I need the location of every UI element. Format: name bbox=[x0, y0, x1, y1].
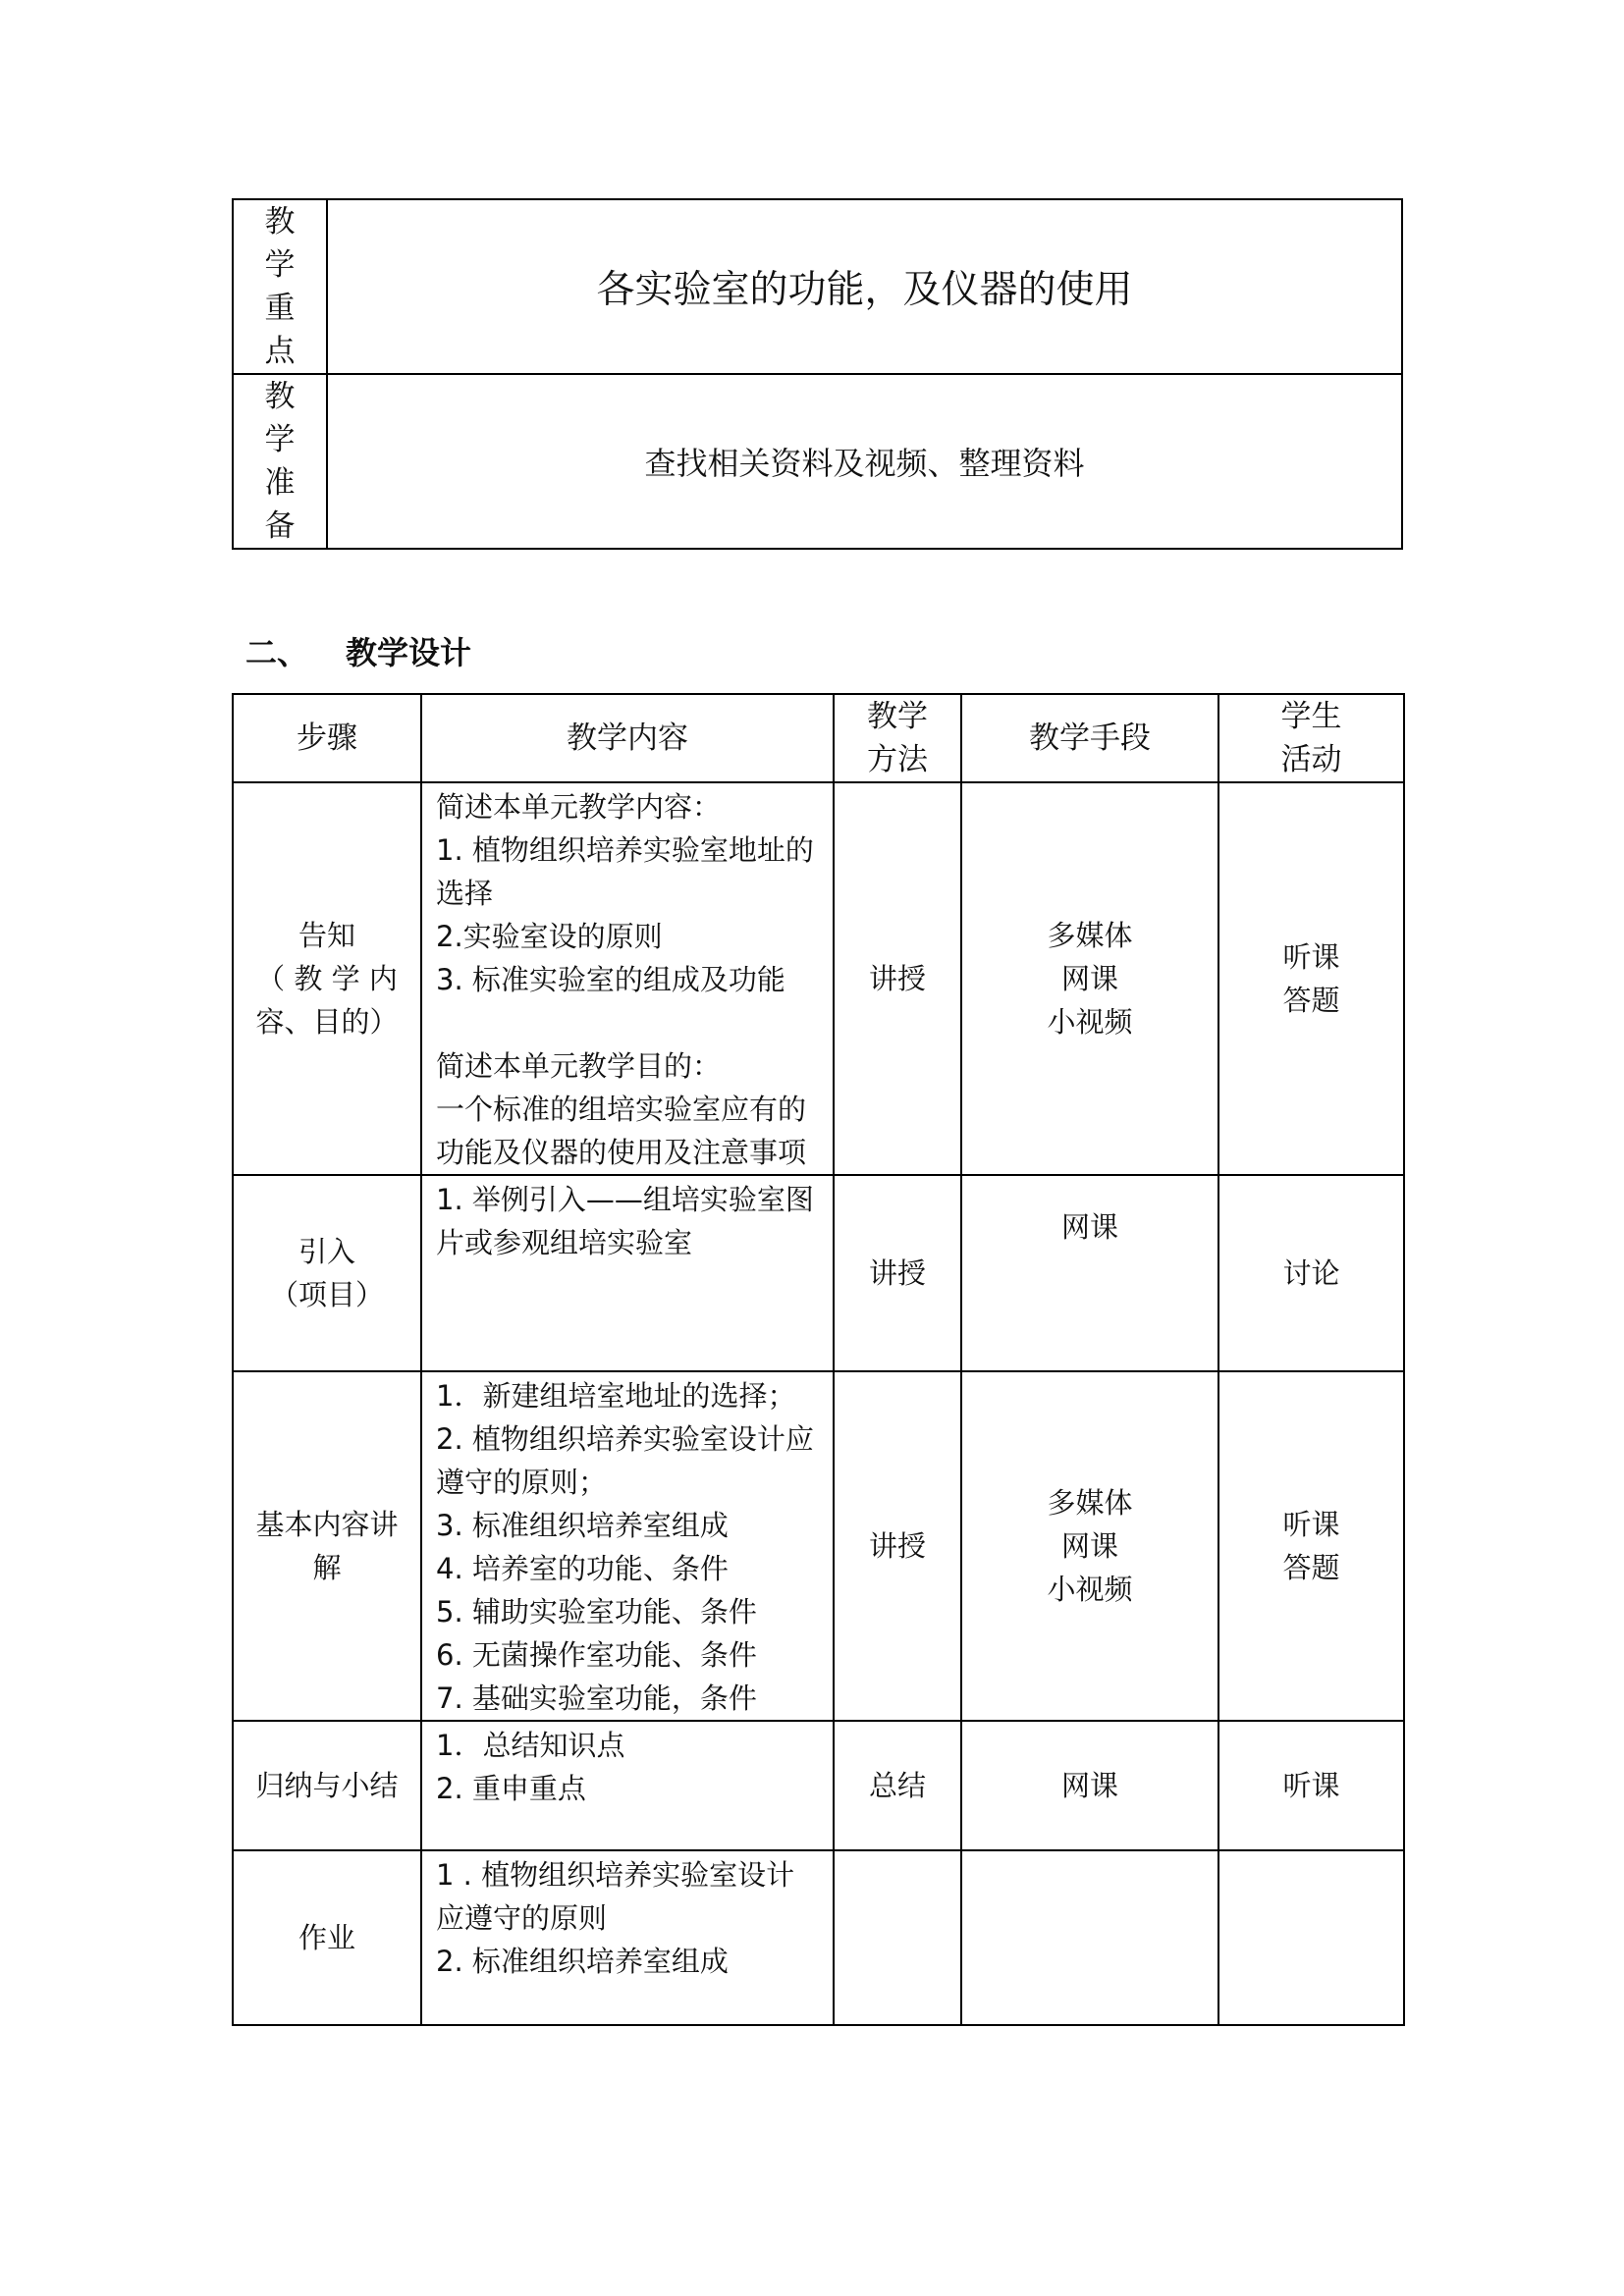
means-cell: 网课 bbox=[961, 1721, 1218, 1850]
section-heading bbox=[245, 628, 471, 673]
table-row bbox=[233, 1175, 1404, 1371]
focus-row bbox=[233, 199, 1402, 374]
content-cell: 1．总结知识点 2. 重申重点 bbox=[421, 1721, 834, 1850]
method-cell: 讲授 bbox=[834, 782, 961, 1175]
table-row bbox=[233, 1721, 1404, 1850]
student-cell bbox=[1218, 1850, 1404, 2025]
method-cell: 讲授 bbox=[834, 1371, 961, 1721]
prep-label: 教 学 准 备 bbox=[233, 374, 327, 549]
table-row bbox=[233, 782, 1404, 1175]
table-row bbox=[233, 1850, 1404, 2025]
header-step: 步骤 bbox=[233, 694, 421, 782]
student-cell: 听课 bbox=[1218, 1721, 1404, 1850]
means-cell: 多媒体 网课 小视频 bbox=[961, 782, 1218, 1175]
method-cell bbox=[834, 1850, 961, 2025]
header-content: 教学内容 bbox=[421, 694, 834, 782]
means-cell: 网课 bbox=[961, 1175, 1218, 1371]
step-cell: 告知 （ 教 学 内 容、目的） bbox=[233, 782, 421, 1175]
step-cell: 引入 （项目） bbox=[233, 1175, 421, 1371]
student-cell: 讨论 bbox=[1218, 1175, 1404, 1371]
section-number: 二、 bbox=[245, 634, 309, 671]
focus-content: 各实验室的功能，及仪器的使用 bbox=[327, 199, 1402, 374]
content-cell: 1．新建组培室地址的选择； 2. 植物组织培养实验室设计应 遵守的原则； 3. 标准组织培养室组成 4. 培养室的功能、条件 5. 辅助实验室功能、条件 6. 无菌操作室功能、条件 7. 基础实验室功能，条件 bbox=[421, 1371, 834, 1721]
summary-table bbox=[232, 198, 1403, 550]
method-cell: 讲授 bbox=[834, 1175, 961, 1371]
table-header-row bbox=[233, 694, 1404, 782]
design-table bbox=[232, 693, 1405, 2026]
prep-content: 查找相关资料及视频、整理资料 bbox=[327, 374, 1402, 549]
step-cell: 基本内容讲 解 bbox=[233, 1371, 421, 1721]
section-title: 教学设计 bbox=[346, 634, 472, 671]
header-means: 教学手段 bbox=[961, 694, 1218, 782]
means-cell bbox=[961, 1850, 1218, 2025]
content-cell: 1 . 植物组织培养实验室设计 应遵守的原则 2. 标准组织培养室组成 bbox=[421, 1850, 834, 2025]
header-student: 学生 活动 bbox=[1218, 694, 1404, 782]
content-cell: 简述本单元教学内容： 1. 植物组织培养实验室地址的 选择 2.实验室设的原则 3. 标准实验室的组成及功能 简述本单元教学目的： 一个标准的组培实验室应有的 功能及仪器的使用及注意事项 bbox=[421, 782, 834, 1175]
focus-label: 教 学 重 点 bbox=[233, 199, 327, 374]
method-cell: 总结 bbox=[834, 1721, 961, 1850]
content-cell: 1. 举例引入——组培实验室图 片或参观组培实验室 bbox=[421, 1175, 834, 1371]
step-cell: 作业 bbox=[233, 1850, 421, 2025]
step-cell: 归纳与小结 bbox=[233, 1721, 421, 1850]
prep-row bbox=[233, 374, 1402, 549]
means-cell: 多媒体 网课 小视频 bbox=[961, 1371, 1218, 1721]
header-method: 教学 方法 bbox=[834, 694, 961, 782]
student-cell: 听课 答题 bbox=[1218, 1371, 1404, 1721]
table-row bbox=[233, 1371, 1404, 1721]
student-cell: 听课 答题 bbox=[1218, 782, 1404, 1175]
